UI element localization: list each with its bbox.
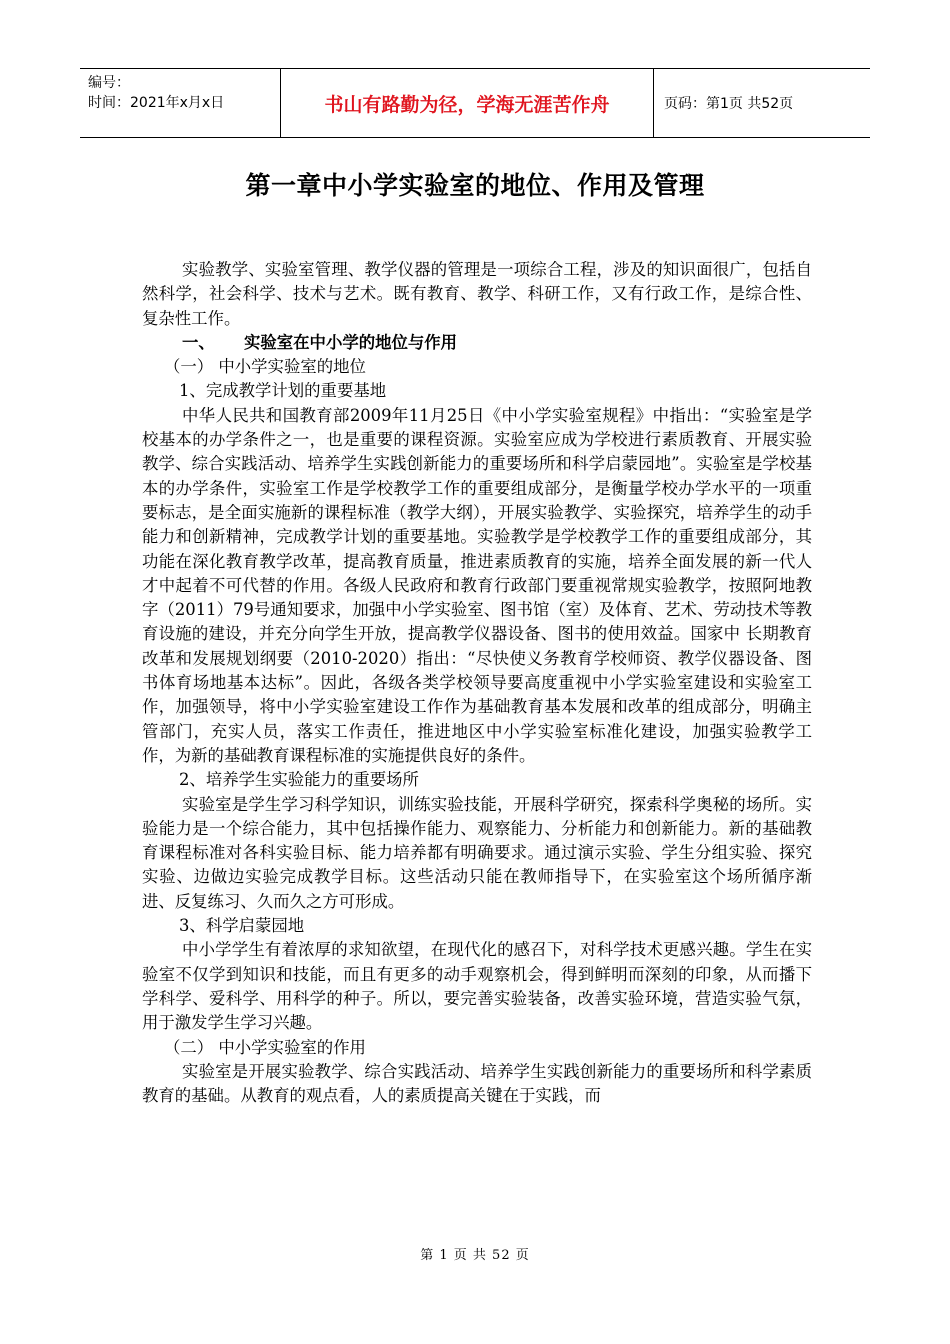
header-motto: 书山有路勤为径，学海无涯苦作舟 (281, 69, 654, 137)
paragraph-intro: 实验教学、实验室管理、教学仪器的管理是一项综合工程，涉及的知识面很广，包括自然科学，社会科学、技术与艺术。既有教育、教学、科研工作，又有行政工作，是综合性、复杂性工作。 (142, 260, 812, 328)
subsection-heading-2: （二） 中小学实验室的作用 (164, 1037, 366, 1057)
date-label: 时间：2021年x月x日 (88, 95, 225, 111)
item-heading-2: 2、培养学生实验能力的重要场所 (179, 770, 419, 790)
paragraph-enlightenment: 中小学学生有着浓厚的求知欲望，在现代化的感召下，对科学技术更感兴趣。学生在实验室不仅学到知识和技能，而且有更多的动手观察机会，得到鲜明而深刻的印象，从而播下学科学、爱科学、用科学的种子。所以，要完善实验装备，改善实验环境，营造实验气氛，用于激发学生学习兴趣。 (142, 940, 812, 1033)
paragraph-ability: 实验室是学生学习科学知识，训练实验技能，开展科学研究，探索科学奥秘的场所。实验能力是一个综合能力，其中包括操作能力、观察能力、分析能力和创新能力。新的基础教育课程标准对各科实验目标、能力培养都有明确要求。通过演示实验、学生分组实验、探究实验、边做边实验完成教学目标。这些活动只能在教师指导下，在实验室这个场所循序渐进、反复练习、久而久之方可形成。 (142, 794, 812, 911)
item-heading-1: 1、完成教学计划的重要基地 (179, 381, 387, 401)
page-footer: 第 1 页 共 52 页 (420, 1248, 530, 1263)
section-number: 一、 (182, 332, 215, 352)
header-table (80, 68, 870, 138)
paragraph-regulation: 中华人民共和国教育部2009年11月25日《中小学实验室规程》中指出：“实验室是学校基本的办学条件之一，也是重要的课程资源。实验室应成为学校进行素质教育、开展实验教学、综合实践活动、培养学生实践创新能力的重要场所和科学启蒙园地”。实验室是学校基本的办学条件，实验室工作是学校教学工作的重要组成部分，是衡量学校办学水平的一项重要标志，是全面实施新的课程标准（教学大纲），开展实验教学、实验探究，培养学生的动手能力和创新精神，完成教学计划的重要基地。实验教学是学校教学工作的重要组成部分，其功能在深化教育教学改革，提高教育质量，推进素质教育的实施，培养全面发展的新一代人才中起着不可代替的作用。各级人民政府和教育行政部门要重视常规实验教学，按照阿地教字（2011）79号通知要求，加强中小学实验室、图书馆（室）及体育、艺术、劳动技术等教育设施的建设，并充分向学生开放，提高教学仪器设备、图书的使用效益。国家中 长期教育改革和发展规划纲要（2010-2020）指出：“尽快使义务教育学校师资、教学仪器设备、图书体育场地基本达标”。因此，各级各类学校领导要高度重视中小学实验室建设和实验室工作，加强领导，将中小学实验室建设工作作为基础教育基本发展和改革的组成部分，明确主管部门，充实人员，落实工作责任，推进地区中小学实验室标准化建设，加强实验教学工作，为新的基础教育课程标准的实施提供良好的条件。 (142, 405, 812, 765)
header-meta (80, 69, 281, 137)
section-heading-1 (142, 331, 812, 355)
document-title: 第一章中小学实验室的地位、作用及管理 (245, 171, 705, 200)
item-heading-3: 3、科学启蒙园地 (179, 916, 305, 936)
subsection-heading-1: （一） 中小学实验室的地位 (164, 357, 366, 377)
code-label: 编号： (88, 75, 130, 91)
document-body (142, 258, 812, 1108)
paragraph-function: 实验室是开展实验教学、综合实践活动、培养学生实践创新能力的重要场所和科学素质教育的基础。从教育的观点看，人的素质提高关键在于实践，而 (142, 1061, 812, 1106)
header-page-number: 页码：第1页 共52页 (664, 96, 794, 112)
section-heading-text: 实验室在中小学的地位与作用 (244, 332, 458, 352)
